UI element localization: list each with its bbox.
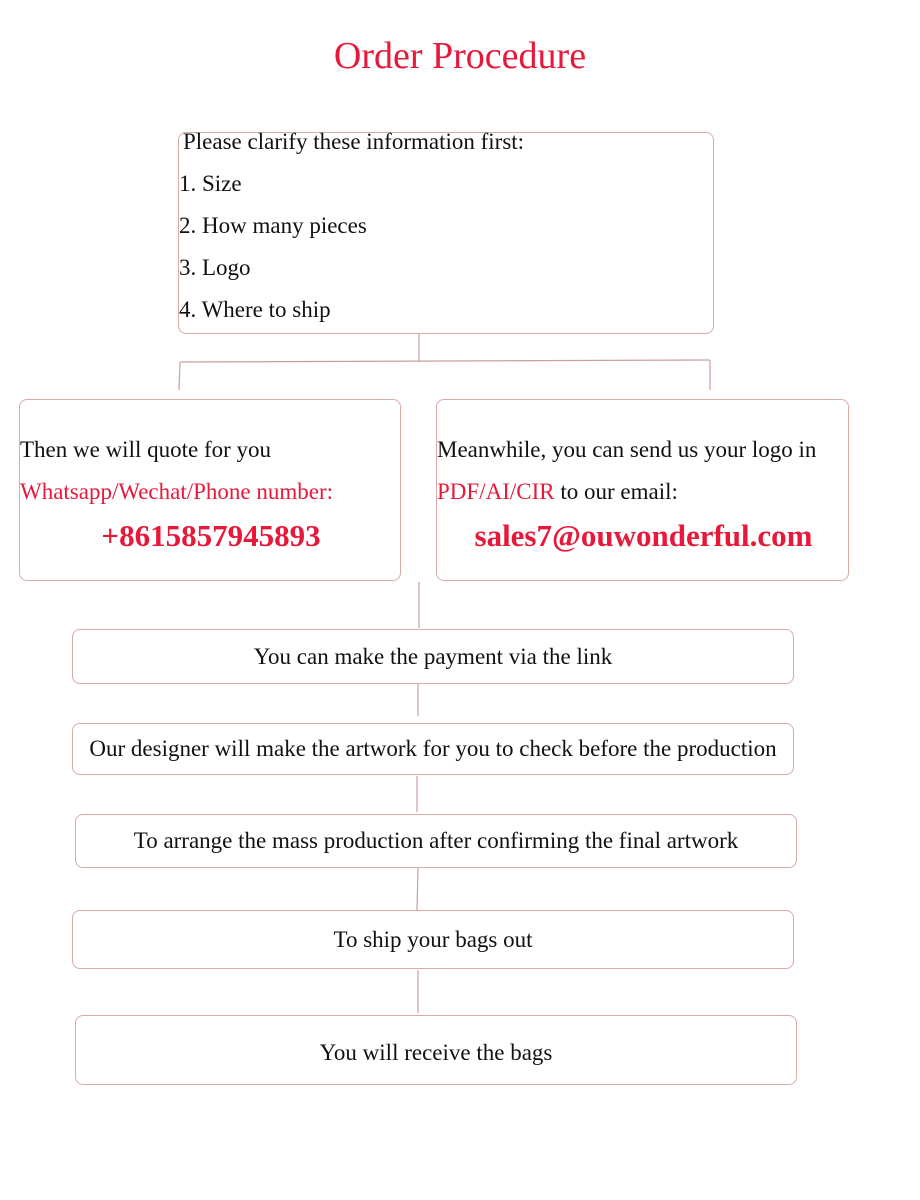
clarify-item-size: 1. Size bbox=[179, 171, 242, 196]
clarify-box bbox=[178, 129, 714, 334]
step-ship: To ship your bags out bbox=[72, 910, 794, 969]
step-production: To arrange the mass production after confirming the final artwork bbox=[75, 814, 797, 868]
logo-box bbox=[436, 399, 849, 581]
clarify-item-logo: 3. Logo bbox=[179, 255, 251, 280]
step-payment: You can make the payment via the link bbox=[72, 629, 794, 684]
clarify-heading: Please clarify these information first: bbox=[183, 129, 525, 154]
quote-box bbox=[19, 399, 401, 581]
clarify-item-ship: 4. Where to ship bbox=[179, 297, 331, 322]
step-artwork: Our designer will make the artwork for you to check before the production bbox=[72, 723, 794, 775]
contact-label: Whatsapp/Wechat/Phone number: bbox=[20, 479, 334, 504]
logo-text: Meanwhile, you can send us your logo in bbox=[437, 437, 817, 462]
email-label-line bbox=[437, 471, 678, 513]
page-title: Order Procedure bbox=[333, 35, 587, 77]
connector-to-ship bbox=[417, 868, 418, 910]
email-label-text: to our email: bbox=[554, 479, 678, 504]
file-formats: PDF/AI/CIR bbox=[437, 479, 555, 504]
connector-branch-horizontal bbox=[180, 360, 710, 362]
quote-text: Then we will quote for you bbox=[20, 437, 272, 462]
phone-number: +8615857945893 bbox=[101, 518, 321, 553]
connector-branch-left bbox=[179, 362, 180, 390]
step-receive: You will receive the bags bbox=[75, 1015, 797, 1085]
email-address: sales7@ouwonderful.com bbox=[474, 518, 813, 553]
clarify-item-pieces: 2. How many pieces bbox=[179, 213, 367, 238]
